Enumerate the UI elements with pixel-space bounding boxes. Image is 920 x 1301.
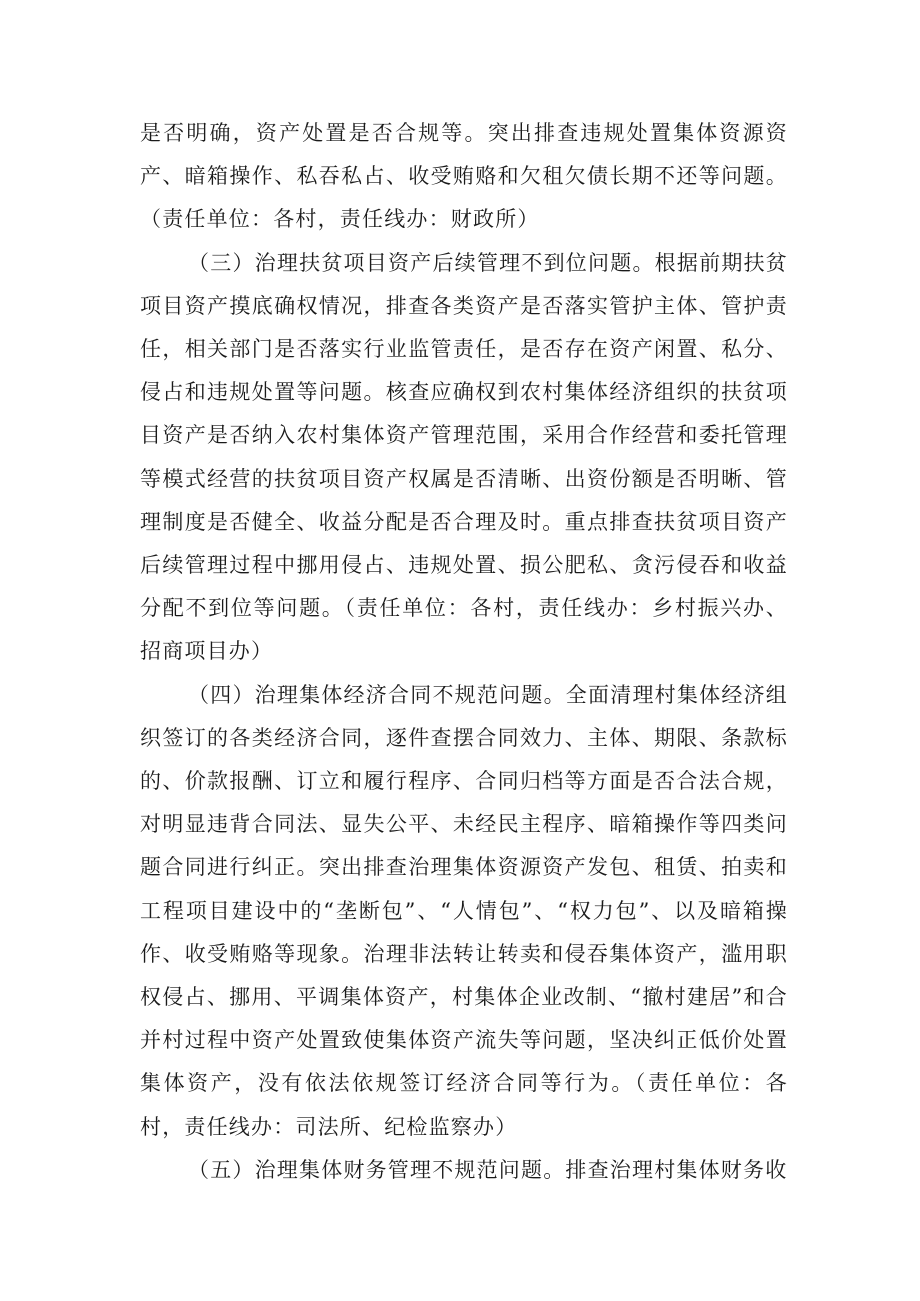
paragraph-section-5: （五）治理集体财务管理不规范问题。排查治理村集体财务收: [188, 1157, 788, 1182]
document-body: [140, 112, 788, 1192]
paragraph-section-3: （三）治理扶贫项目资产后续管理不到位问题。根据前期扶贫项目资产摸底确权情况，排查各类资产是否落实管护主体、管护责任，相关部门是否落实行业监管责任，是否存在资产闲置、私分、侵占和违规处置等问题。核查应确权到农村集体经济组织的扶贫项目资产是否纳入农村集体资产管理范围，采用合作经营和委托管理等模式经营的扶贫项目资产权属是否清晰、出资份额是否明晰、管理制度是否健全、收益分配是否合理及时。重点排查扶贫项目资产后续管理过程中挪用侵占、违规处置、损公肥私、贪污侵吞和收益分配不到位等问题。（责任单位：各村，责任线办：乡村振兴办、招商项目办）: [140, 250, 788, 664]
paragraph-continuation: 是否明确，资产处置是否合规等。突出排查违规处置集体资源资产、暗箱操作、私吞私占、收受贿赂和欠租欠债长期不还等问题。（责任单位：各村，责任线办：财政所）: [140, 121, 788, 232]
paragraph-section-4: （四）治理集体经济合同不规范问题。全面清理村集体经济组织签订的各类经济合同，逐件查摆合同效力、主体、期限、条款标的、价款报酬、订立和履行程序、合同归档等方面是否合法合规，对明显违背合同法、显失公平、未经民主程序、暗箱操作等四类问题合同进行纠正。突出排查治理集体资源资产发包、租赁、拍卖和工程项目建设中的“垄断包”、“人情包”、“权力包”、以及暗箱操作、收受贿赂等现象。治理非法转让转卖和侵吞集体资产，滥用职权侵占、挪用、平调集体资产，村集体企业改制、“撤村建居”和合并村过程中资产处置致使集体资产流失等问题，坚决纠正低价处置集体资产，没有依法依规签订经济合同等行为。（责任单位：各村，责任线办：司法所、纪检监察办）: [140, 682, 788, 1139]
